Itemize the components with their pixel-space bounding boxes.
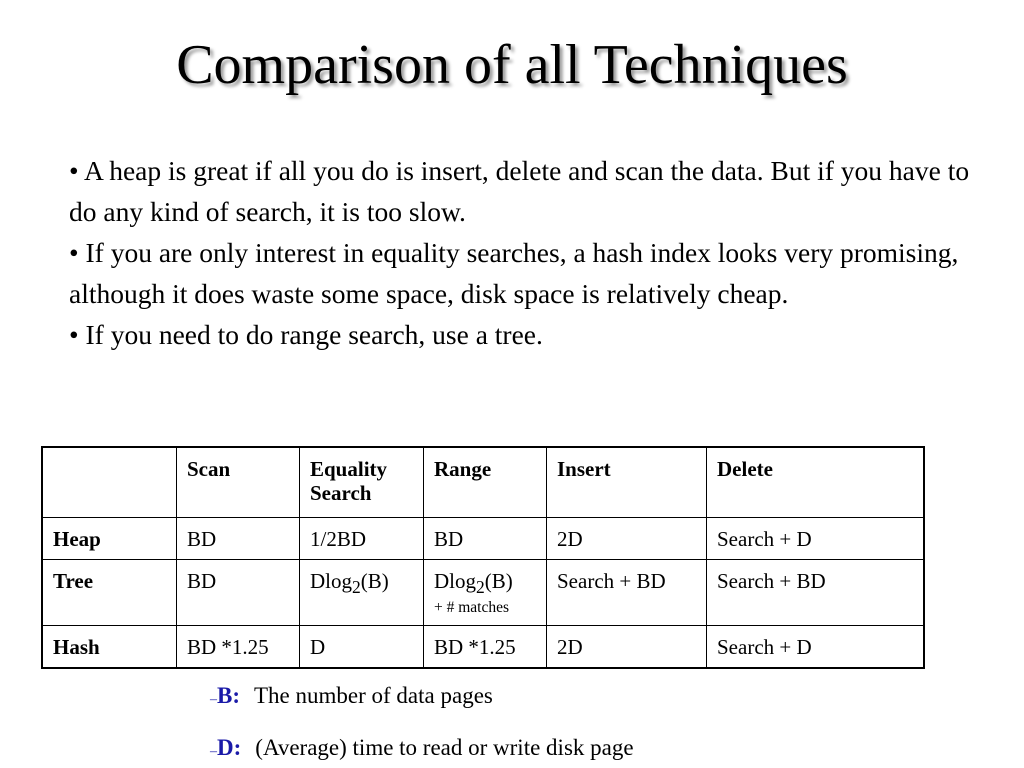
- equality-arg: (B): [360, 569, 389, 593]
- definition-b: [210, 681, 493, 715]
- cell-heap-scan: BD: [177, 518, 300, 560]
- range-matches-note: + # matches: [434, 599, 510, 617]
- header-insert: Insert: [547, 447, 707, 518]
- equality-log-base: 2: [352, 577, 361, 598]
- header-delete: Delete: [707, 447, 925, 518]
- cell-tree-range: [424, 560, 547, 626]
- range-arg: (B): [484, 569, 513, 593]
- cell-heap-range: BD: [424, 518, 547, 560]
- row-label-tree: Tree: [42, 560, 177, 626]
- cell-hash-insert: 2D: [547, 626, 707, 669]
- definition-d-dash: –: [210, 744, 217, 759]
- definition-d-term: D:: [217, 735, 242, 760]
- header-corner-cell: [42, 447, 177, 518]
- table-header-row: [42, 447, 924, 518]
- range-dlog: Dlog: [434, 569, 476, 593]
- cell-tree-delete: Search + BD: [707, 560, 925, 626]
- cell-hash-delete: Search + D: [707, 626, 925, 669]
- bullet-hash: • If you are only interest in equality searches, a hash index looks very promising, although it does waste some space, disk space is relatively cheap.: [69, 237, 959, 309]
- table-row-hash: [42, 626, 924, 669]
- cell-tree-scan: BD: [177, 560, 300, 626]
- comparison-table: [41, 446, 925, 669]
- range-log-base: 2: [476, 577, 485, 598]
- cell-hash-equality: D: [300, 626, 424, 669]
- header-range: Range: [424, 447, 547, 518]
- bullet-list: [69, 150, 999, 355]
- definition-b-term: B:: [217, 683, 240, 708]
- table-row-heap: [42, 518, 924, 560]
- row-label-hash: Hash: [42, 626, 177, 669]
- slide-title: Comparison of all Techniques: [176, 34, 848, 96]
- cell-hash-range: BD *1.25: [424, 626, 547, 669]
- cell-heap-equality: 1/2BD: [300, 518, 424, 560]
- bullet-heap: • A heap is great if all you do is insert, delete and scan the data. But if you have to do any kind of search, it is too slow.: [69, 155, 970, 227]
- cell-heap-delete: Search + D: [707, 518, 925, 560]
- cell-tree-equality: [300, 560, 424, 626]
- definition-b-text: The number of data pages: [254, 683, 493, 708]
- cell-heap-insert: 2D: [547, 518, 707, 560]
- bullet-tree: • If you need to do range search, use a tree.: [69, 319, 543, 350]
- definition-d: [210, 733, 634, 767]
- header-scan: Scan: [177, 447, 300, 518]
- definition-d-text: (Average) time to read or write disk page: [255, 735, 634, 760]
- cell-hash-scan: BD *1.25: [177, 626, 300, 669]
- equality-dlog: Dlog: [310, 569, 352, 593]
- definition-b-dash: –: [210, 692, 217, 707]
- header-equality-search: Equality Search: [300, 447, 424, 518]
- table-row-tree: [42, 560, 924, 626]
- row-label-heap: Heap: [42, 518, 177, 560]
- cell-tree-insert: Search + BD: [547, 560, 707, 626]
